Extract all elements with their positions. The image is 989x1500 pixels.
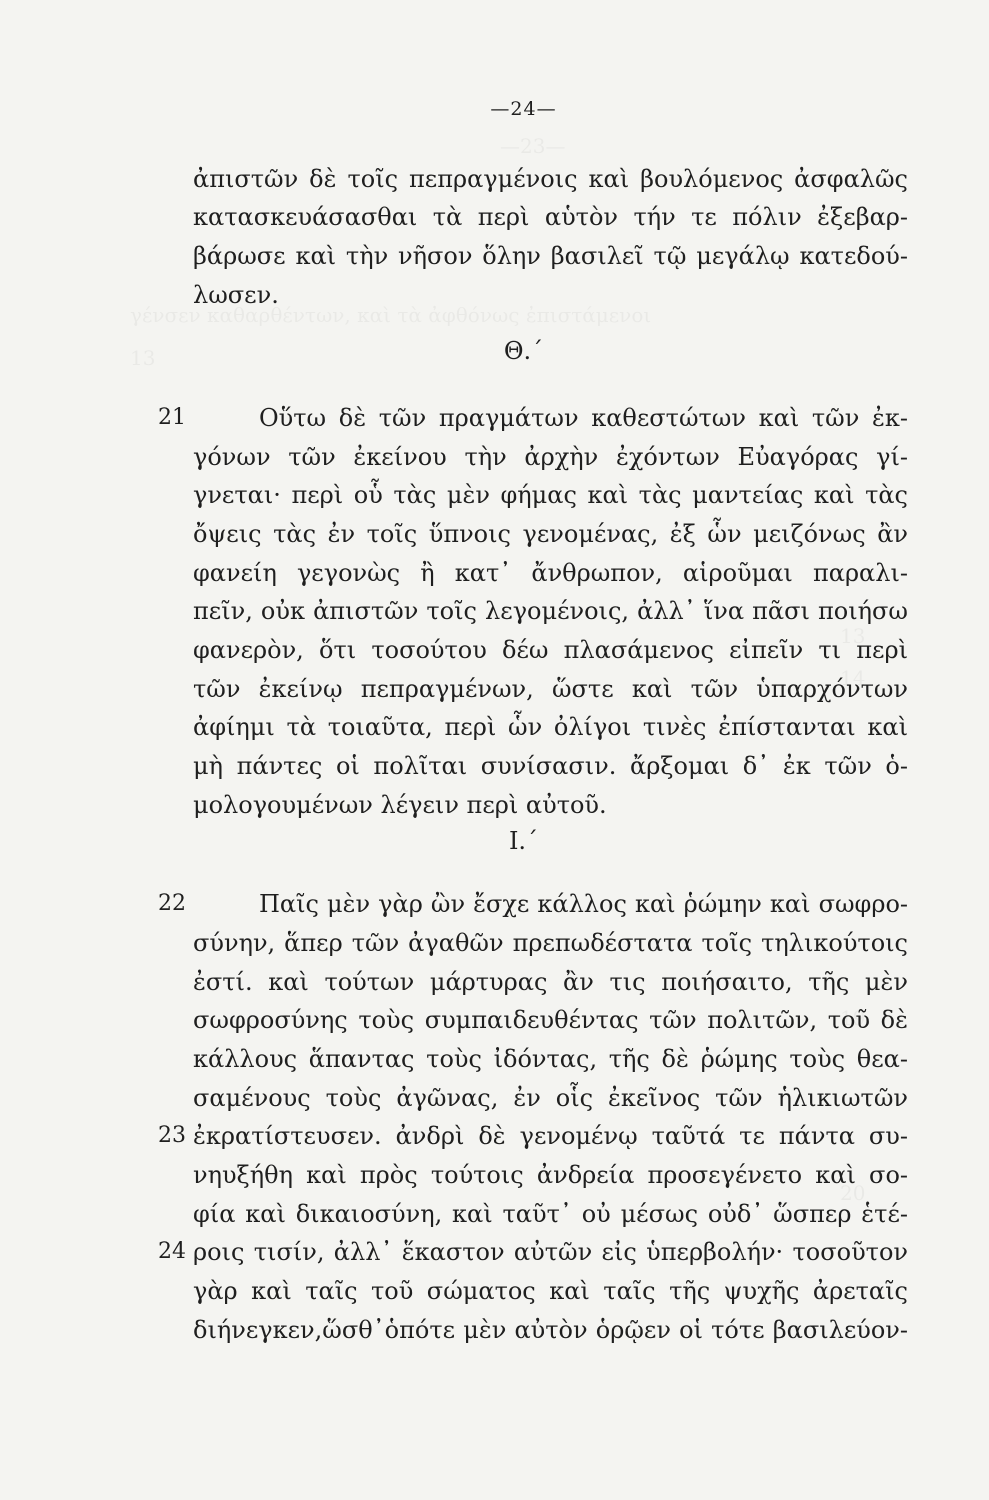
page-number-text: —24— bbox=[490, 98, 557, 120]
text-line: φανερὸν, ὅτι τοσούτου δέω πλασάμενος εἰπεῖν τι περὶ bbox=[193, 636, 908, 664]
text-line: ἐκρατίστευσεν. ἀνδρὶ δὲ γενομένῳ ταῦτά τε πάντα συ- bbox=[193, 1122, 908, 1150]
section-heading-iota: Ι.΄ bbox=[508, 827, 539, 855]
text-line: μολογουμένων λέγειν περὶ αὐτοῦ. bbox=[193, 791, 607, 819]
text-line: σύνην, ἅπερ τῶν ἀγαθῶν πρεπωδέστατα τοῖς τηλικούτοις bbox=[193, 929, 908, 957]
margin-section-number: 24 bbox=[158, 1239, 186, 1264]
text-line: ἐστί. καὶ τούτων μάρτυρας ἂν τις ποιήσαιτο, τῆς μὲν bbox=[193, 968, 908, 996]
text-line: ὄψεις τὰς ἐν τοῖς ὕπνοις γενομένας, ἐξ ὧν μειζόνως ἂν bbox=[193, 520, 908, 548]
page-number bbox=[0, 98, 989, 120]
text-line: νηυξήθη καὶ πρὸς τούτοις ἀνδρεία προσεγένετο καὶ σο- bbox=[193, 1161, 908, 1189]
text-line: κάλλους ἅπαντας τοὺς ἰδόντας, τῆς δὲ ῥώμης τοὺς θεα- bbox=[193, 1045, 908, 1073]
text-line: γόνων τῶν ἐκείνου τὴν ἀρχὴν ἐχόντων Εὐαγόρας γί- bbox=[193, 443, 908, 471]
text-line: φία καὶ δικαιοσύνη, καὶ ταῦτ᾽ οὐ μέσως οὐδ᾽ ὥσπερ ἑτέ- bbox=[193, 1200, 908, 1228]
text-line: πεῖν, οὐκ ἀπιστῶν τοῖς λεγομένοις, ἀλλ᾽ ἵνα πᾶσι ποιήσω bbox=[193, 597, 908, 625]
text-line: σωφροσύνης τοὺς συμπαιδευθέντας τῶν πολιτῶν, τοῦ δὲ bbox=[193, 1006, 908, 1034]
margin-section-number: 21 bbox=[158, 405, 186, 430]
text-line: διήνεγκεν,ὥσθ᾽ὁπότε μὲν αὐτὸν ὁρῷεν οἱ τότε βασιλεύον- bbox=[193, 1316, 908, 1344]
text-line: σαμένους τοὺς ἀγῶνας, ἐν οἷς ἐκεῖνος τῶν ἡλικιωτῶν bbox=[193, 1084, 908, 1112]
bleed-through bbox=[500, 128, 565, 164]
margin-section-number: 23 bbox=[158, 1123, 186, 1148]
text-line: γὰρ καὶ ταῖς τοῦ σώματος καὶ ταῖς τῆς ψυχῆς ἀρεταῖς bbox=[193, 1277, 908, 1305]
text-line: κατασκευάσασθαι τὰ περὶ αὑτὸν τήν τε πόλιν ἐξεβαρ- bbox=[193, 203, 908, 231]
margin-section-number: 22 bbox=[158, 891, 186, 916]
text-line: μὴ πάντες οἱ πολῖται συνίσασιν. ἄρξομαι δ᾽ ἐκ τῶν ὁ- bbox=[193, 752, 908, 780]
text-line: Παῖς μὲν γὰρ ὢν ἔσχε κάλλος καὶ ῥώμην καὶ σωφρο- bbox=[259, 890, 908, 918]
text-line: λωσεν. bbox=[193, 281, 279, 309]
text-line: ἀπιστῶν δὲ τοῖς πεπραγμένοις καὶ βουλόμενος ἀσφαλῶς bbox=[193, 165, 908, 193]
text-line: γνεται· περὶ οὗ τὰς μὲν φήμας καὶ τὰς μαντείας καὶ τὰς bbox=[193, 481, 908, 509]
text-line: τῶν ἐκείνῳ πεπραγμένων, ὥστε καὶ τῶν ὑπαρχόντων bbox=[193, 675, 908, 703]
text-line: Οὕτω δὲ τῶν πραγμάτων καθεστώτων καὶ τῶν ἐκ- bbox=[259, 404, 908, 432]
text-line: φανείη γεγονὼς ἢ κατ᾽ ἄνθρωπον, αἱροῦμαι παραλι- bbox=[193, 559, 908, 587]
text-line: βάρωσε καὶ τὴν νῆσον ὅλην βασιλεῖ τῷ μεγάλῳ κατεδού- bbox=[193, 242, 908, 270]
text-line: ροις τισίν, ἀλλ᾽ ἕκαστον αὐτῶν εἰς ὑπερβολήν· τοσοῦτον bbox=[193, 1238, 908, 1266]
text-line: ἀφίημι τὰ τοιαῦτα, περὶ ὧν ὀλίγοι τινὲς ἐπίστανται καὶ bbox=[193, 713, 908, 741]
section-heading-theta: Θ.΄ bbox=[503, 337, 544, 365]
